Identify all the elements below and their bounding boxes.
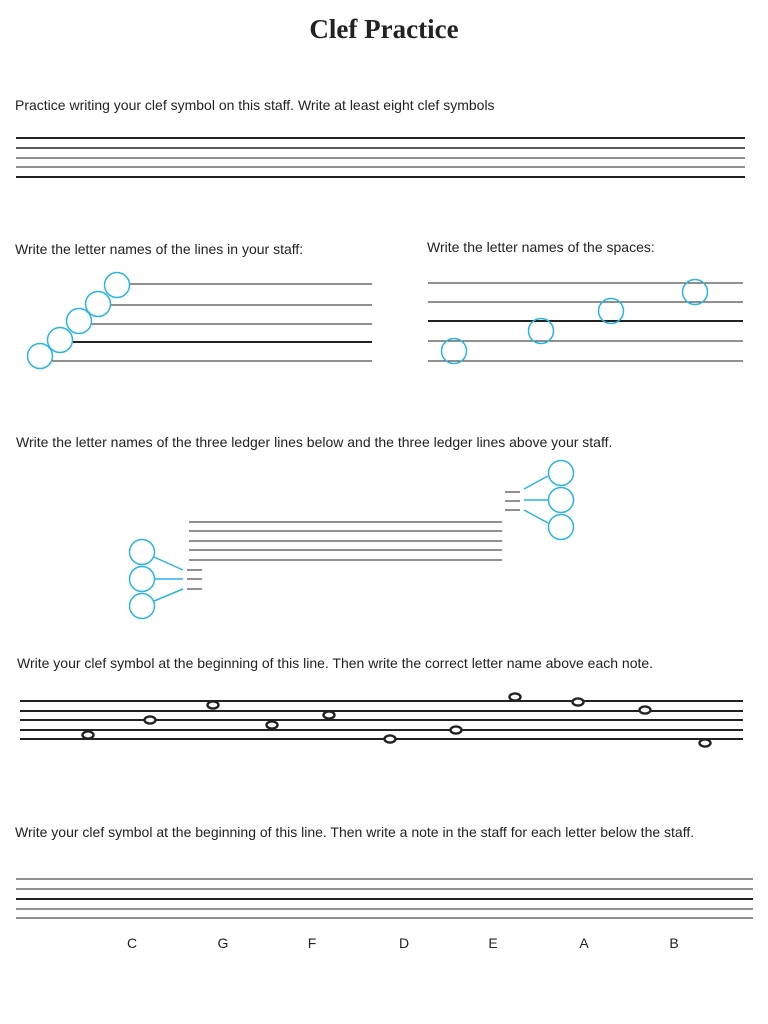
clef-practice-staff[interactable] [16,138,745,177]
note-letter: G [217,935,229,951]
whole-note [324,711,335,718]
line-answer-circle[interactable] [28,344,53,369]
space-answer-circle[interactable] [529,319,554,344]
whole-note [640,706,651,713]
ledger-above-answer-circle[interactable] [549,515,574,540]
note-letters [127,935,679,951]
note-letter: B [669,935,679,951]
note-letter: D [398,935,410,951]
note-naming-staff[interactable] [20,701,743,739]
ledger-below-circles [130,540,155,619]
ledger-above-answer-circle[interactable] [549,461,574,486]
space-answer-circle[interactable] [442,339,467,364]
whole-note [208,701,219,708]
line-names-instruction: Write the letter names of the lines in your staff: [15,241,304,257]
ledger-below-answer-circle[interactable] [130,594,155,619]
space-names-instruction: Write the letter names of the spaces: [427,239,655,255]
space-names-staff [428,283,743,361]
whole-note [83,731,94,738]
whole-note [700,739,711,746]
note-writing-staff[interactable] [16,879,753,918]
ledger-above-answer-circle[interactable] [549,488,574,513]
line-answer-circle[interactable] [105,273,130,298]
ledger-lines-instruction: Write the letter names of the three ledger lines below and the three ledger lines above your staff. [16,434,613,450]
ledger-lines-below [187,570,202,589]
whole-note [510,693,521,700]
note-writing-instruction: Write your clef symbol at the beginning of this line. Then write a note in the staff for each letter below the staff. [15,824,695,840]
clef-practice-instruction: Practice writing your clef symbol on this staff. Write at least eight clef symbols [15,97,495,113]
line-answer-circle[interactable] [48,328,73,353]
line-answer-circle[interactable] [86,292,111,317]
whole-note [145,716,156,723]
note-letter: A [579,935,589,951]
whole-note [385,735,396,742]
note-letter: C [126,935,138,951]
ledger-staff [189,522,502,560]
whole-note [573,698,584,705]
note-letter: F [307,935,317,951]
ledger-below-answer-circle[interactable] [130,540,155,565]
ledger-above-circles [549,461,574,540]
line-answer-circles [28,273,130,369]
whole-note [267,721,278,728]
ledger-below-connectors [154,557,183,601]
note-letter: E [488,935,498,951]
page-title: Clef Practice [309,14,459,44]
ledger-above-connectors [524,476,548,523]
whole-note [451,726,462,733]
ledger-below-answer-circle[interactable] [130,567,155,592]
ledger-lines-above [505,492,520,510]
note-naming-instruction: Write your clef symbol at the beginning of this line. Then write the correct letter name above each note. [17,655,654,671]
